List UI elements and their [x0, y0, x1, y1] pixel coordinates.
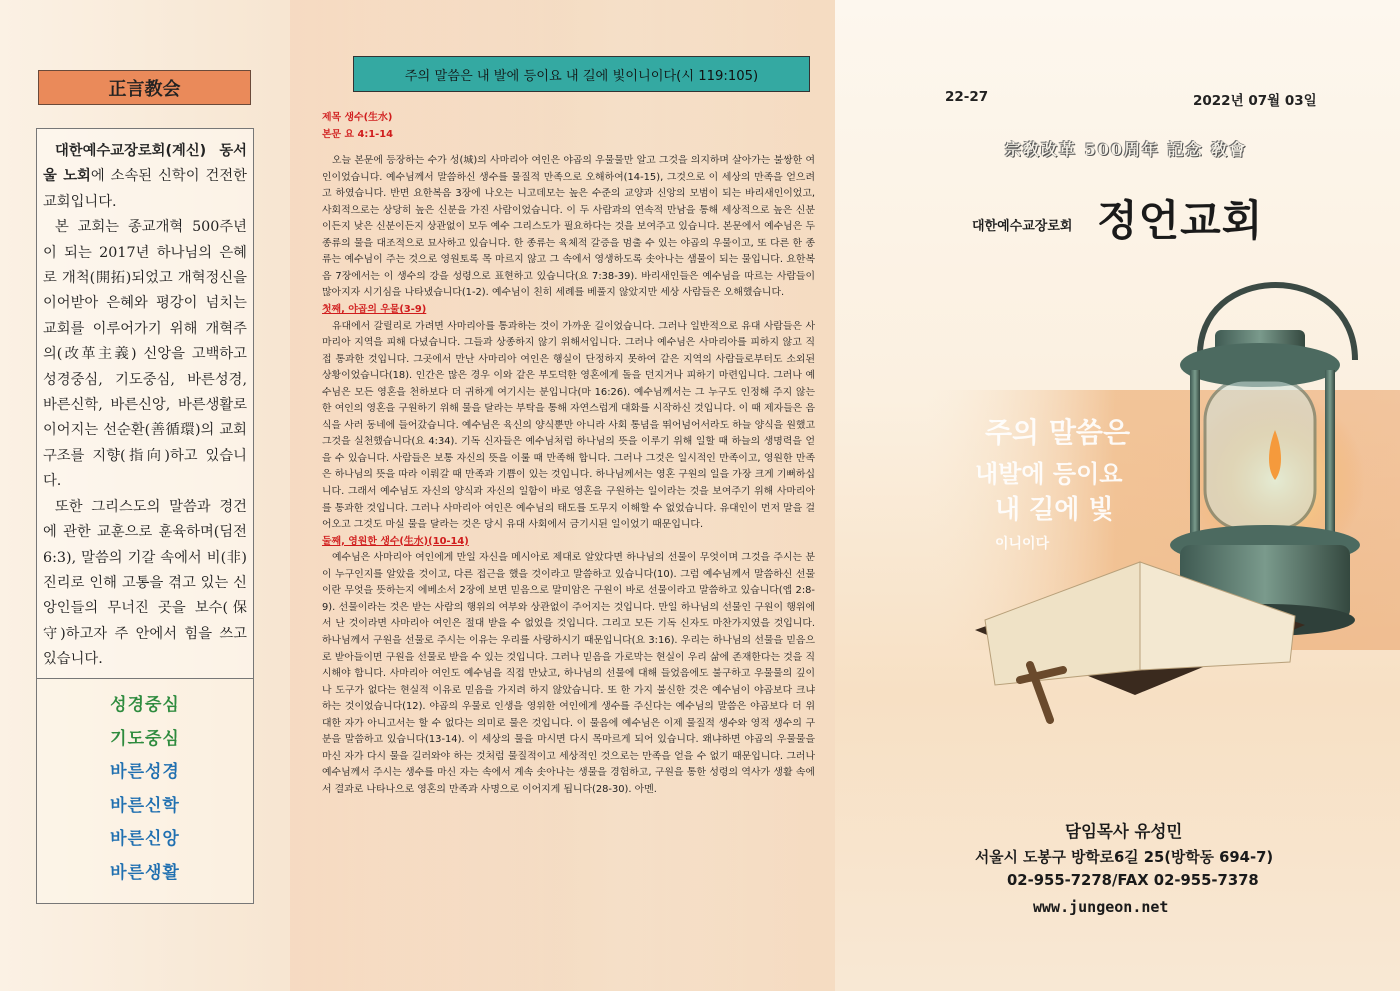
sermon-paragraph-1: 유대에서 갈릴리로 가려면 사마리아를 통과하는 것이 가까운 길이었습니다. 그러나 일반적으로 유대 사람들은 사마리아 지역을 피해 다녔습니다. 그들과 상종하지 않기 위해서입니다. 그러나 예수님은 사마리아를 피하지 않고 직접 통과한 것입니다. 그곳에서 만난 사마리아 여인은 행실이 단정하지 못하여 같은 지역의 사람들로부터도 소외된 상황이었습니다(18). 인간은 많은 경우 이와 같은 부도덕한 영혼에게 돌을 던지거나 피하기 마련입니다. 그러나 예수님은 모든 영혼을 천하보다 더 귀하게 여기시는 분입니다(마 16:26). 예수님께서는 그 누구도 인정해 주지 않는 한 여인의 영혼을 구원하기 위해 물을 달라는 부탁을 통해 자연스럽게 대화를 시작하신 것입니다. 이 때 제자들은 음식을 사러 동네에 들어갔습니다. 예수님은 육신의 양식뿐만 아니라 사회 통념을 뛰어넘어서라도 하늘 양식을 원했고 그것을 실천했습니다(요 4:34). 기독 신자들은 예수님처럼 하나님의 뜻을 이루기 위해 일할 때 하늘의 생명력을 얻을 수 있습니다. 사람들은 보통 자신의 뜻을 이룰 때 만족해 합니다. 그러나 그것은 일시적인 만족이고, 영원한 만족은 하나님의 뜻을 따라 이뤄갈 때 만족과 기쁨이 있는 것입니다. 하나님께서는 영혼 구원의 일을 가장 크게 기뻐하십니다. 그래서 예수님도 자신의 양식과 자신의 일함이 바로 영혼을 구원하는 일이라는 것을 보여주기 위해 사마리아를 통과한 것입니다. 그러나 사마리아 여인은 예수님의 태도를 도무지 이해할 수 없었습니다. 유대인이 먼저 말을 걸어오고 그것도 마실 물을 달라는 것은 당시 유대 사회에서 금기시된 일이었기 때문입니다. [322, 320, 815, 531]
church-address: 서울시 도봉구 방학로6길 25(방학동 694-7) [975, 849, 1274, 866]
motto-item: 바른생활 [110, 862, 180, 883]
motto-item: 기도중심 [110, 728, 180, 749]
church-name-hanja: 正言教会 [38, 70, 251, 105]
issue-date: 2022년 07월 03일 [1193, 93, 1317, 109]
art-line-2: 내발에 등이요 [975, 460, 1123, 488]
left-panel [0, 0, 290, 991]
motto-item: 바른성경 [110, 762, 180, 782]
sermon-heading-1: 첫째, 야곱의 우물(3-9) [322, 304, 427, 316]
denomination-label: 대한예수교장로회 [972, 219, 1073, 234]
motto-item: 바른신학 [110, 795, 180, 816]
intro-paragraph-2: 본 교회는 종교개혁 500주년이 되는 2017년 하나님의 은혜로 개척(開拓)되었고 개혁정신을 이어받아 은혜와 평강이 넘치는 교회를 이루어가기 위해 개혁주의(改革主義) 신앙을 고백하고 성경중심, 기도중심, 바른성경, 바른신학, 바른신앙, 바른생활로 이어지는 선순환(善循環)의 교회 구조를 지향(指向)하고 있습니다. [43, 219, 247, 490]
art-line-1: 주의 말씀은 [985, 416, 1130, 449]
church-name: 정언교회 [1097, 196, 1264, 245]
lantern-bible-illustration [835, 270, 1400, 730]
art-line-4: 이니이다 [995, 536, 1050, 552]
sermon-paragraph-2: 예수님은 사마리아 여인에게 만일 자신을 메시아로 제대로 알았다면 하나님의 선물이 무엇이며 그것을 주시는 분이 누구인지를 알았을 것이고, 다른 접근을 했을 것이라고 말씀하고 있습니다(10). 그럼 예수님께서 말씀하신 선물이란 무엇을 뜻하는지 에베소서 2장에 보면 믿음으로 말미암은 구원이 바로 선물이라고 말씀하고 있습니다(엡 2:8-9). 선물이라는 것은 받는 사람의 행위의 여부와 상관없이 주어지는 것입니다. 만일 하나님의 선물인 구원이 행위에서 난 것이라면 사마리아 여인은 절대 받을 수 없었을 것입니다. 그리고 모든 기독 신자도 마찬가지였을 것입니다. 하나님께서 구원을 선물로 주시는 이유는 우리를 사랑하시기 때문입니다(요 3:16). 우리는 하나님의 선물을 믿음으로 받아들이면 구원을 선물로 받을 수 있는 것입니다. 그러나 믿음을 가로막는 현실이 우리 삶에 존재한다는 것을 직시해야 합니다. 사마리아 여인도 예수님을 직접 만났고, 하나님의 선물에 대해 들었음에도 불구하고 우물물의 깊이나 도구가 없다는 현실적 이유로 믿음을 가지려 하지 않았습니다. 또 한 가지 불신한 것은 예수님이 야곱보다 크냐 하는 것이었습니다(12). 야곱의 우물로 인생을 영위한 여인에게 생수를 주신다는 예수님의 말씀은 야곱보다 더 위대한 자가 아니고서는 할 수 없다는 의미로 물은 것입니다. 이 물음에 예수님은 이제 물질적 생수와 영적 생수의 구분을 말씀하고 있습니다(13-14). 이 세상의 물을 마시면 다시 목마르게 되어 있습니다. 왜냐하면 야곱의 우물물을 마신 자가 다시 물을 길러와야 하는 것처럼 물질적이고 세상적인 것으로는 만족을 얻을 수 없기 때문입니다. 그러나 예수님께서 주시는 생수를 마신 자는 속에서 계속 솟아나는 생물을 경험하고, 구원을 통한 성령의 역사가 생활 속에서 결과로 나타나으로 영혼의 만족과 사명으로 이어지게 됩니다(28-30). 아멘. [322, 552, 815, 795]
pastor-name: 담임목사 유성민 [1065, 822, 1183, 841]
cover-panel [835, 0, 1400, 991]
denomination-presbytery: 대한예수교장로회(계신) 동서울 노회 [43, 143, 247, 185]
art-line-3: 내 길에 빛 [995, 495, 1114, 525]
church-intro-box [36, 128, 254, 679]
sermon-intro-paragraph: 오늘 본문에 등장하는 수가 성(城)의 사마리아 여인은 야곱의 우물물만 알고 그것을 의지하며 살아가는 불쌍한 여인이었습니다. 예수님께서 말씀하신 생수를 물질적 만족으로 오해하여(14-15), 그것으로 이 세상의 만족을 얻으려고 하였습니다. 반면 요한복음 3장에 나오는 니고데모는 높은 수준의 교양과 신앙의 모범이 되는 바리새인이었고, 사회적으로는 상당히 높은 신분을 가진 사람이었습니다. 이 두 사람과의 연속적 만남을 통해 세상적으로 높은 신분이든지 낮은 신분이든지 상관없이 모두 예수 그리스도가 필요하다는 것을 보여주고 있습니다. 본문에서 예수님은 두 종류의 물을 대조적으로 묘사하고 있습니다. 한 종류는 육체적 갈증을 멈출 수 있는 야곱의 우물이고, 또 다른 한 종류는 예수님이 주는 것으로 영원토록 목 마르지 않고 그 속에서 영생하도록 솟아나는 샘물이 되는 물입니다. 요한복음 7장에서는 이 생수의 강을 성령으로 표현하고 있습니다(요 7:38-39). 바리새인들은 예수님을 따르는 사람들이 많아지자 시기심을 나타냈습니다(1-2). 예수님이 친히 세례를 베풀지 않았지만 세상 사람들은 오해했습니다. [322, 155, 815, 299]
phone-fax: 02-955-7278/FAX 02-955-7378 [1007, 872, 1259, 889]
sermon-scripture: 본문 요 4:1-14 [322, 128, 394, 140]
verse-banner: 주의 말씀은 내 발에 등이요 내 길에 빛이니이다(시 119:105) [353, 56, 810, 92]
motto-list [36, 679, 254, 904]
sermon-panel [290, 0, 835, 991]
sermon-title: 제목 생수(生水) [322, 112, 393, 123]
intro-paragraph-1: 대한예수교장로회(계신) 동서울 노회에 소속된 신학이 건전한 교회입니다. [43, 143, 247, 210]
website-link[interactable]: www.jungeon.net [1033, 898, 1169, 916]
intro-paragraph-3: 또한 그리스도의 말씀과 경건에 관한 교훈으로 훈육하며(딤전 6:3), 말씀의 기갈 속에서 비(非) 진리로 인해 고통을 겪고 있는 신앙인들의 무너진 곳을 보수(保守)하고자 주 안에서 힘을 쓰고 있습니다. [43, 498, 247, 668]
issue-number: 22-27 [945, 89, 989, 105]
motto-item: 성경중심 [110, 695, 180, 715]
anniversary-label: 宗敎改革 500周年 記念 敎會 [1005, 140, 1248, 159]
motto-item: 바른신앙 [110, 829, 180, 849]
sermon-body [322, 110, 815, 798]
sermon-heading-2: 둘째, 영원한 생수(生水)(10-14) [322, 535, 469, 547]
